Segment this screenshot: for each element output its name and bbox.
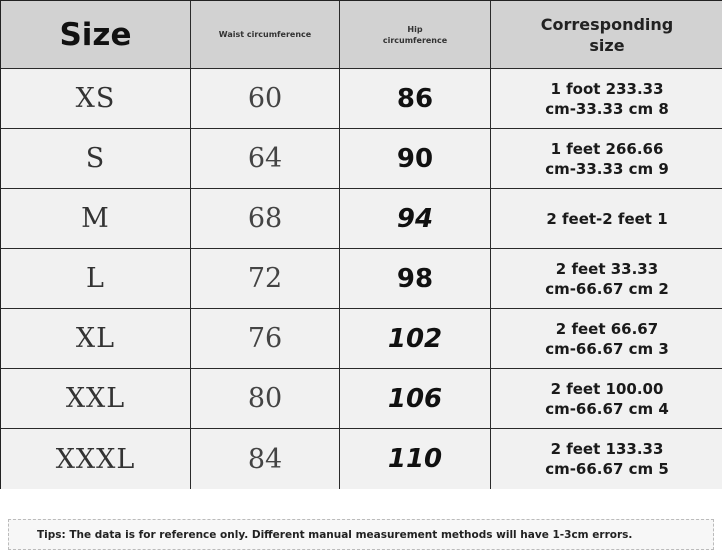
corresponding-value-line-1: 2 feet 33.33 [555,259,659,278]
header-waist-label: Waist circumference [218,30,312,39]
waist-value: 72 [247,263,283,294]
corresponding-value-line-2: cm-66.67 cm 2 [545,279,669,298]
header-hip [340,1,491,69]
corresponding-value-line-1: 2 feet 66.67 [555,319,659,338]
waist-value: 60 [247,83,283,114]
waist-cell [191,309,340,369]
hip-value: 98 [396,263,434,294]
waist-value: 64 [247,143,283,174]
hip-value: 110 [387,444,443,474]
size-value: XXL [65,383,126,414]
size-value: XS [75,83,116,114]
tips-text: Tips: The data is for reference only. Different manual measurement methods will have 1-3cm errors. [37,528,633,541]
corresponding-value-line-2: cm-33.33 cm 9 [545,159,669,178]
waist-cell [191,249,340,309]
size-value: S [85,143,106,174]
hip-cell [340,309,491,369]
corresponding-cell [491,429,722,489]
size-cell [1,429,191,489]
waist-cell [191,189,340,249]
header-corresponding-label-2: size [589,35,625,55]
waist-cell [191,69,340,129]
header-size [1,1,191,69]
size-cell [1,249,191,309]
corresponding-value-line-1: 2 feet 133.33 [550,440,664,458]
corresponding-cell [491,309,722,369]
waist-value: 68 [247,203,283,234]
header-corresponding-label-1: Corresponding [540,14,674,34]
corresponding-value-line-2: cm-66.67 cm 5 [545,460,669,478]
tips-note [8,519,714,550]
hip-value: 86 [396,83,434,114]
waist-cell [191,369,340,429]
corresponding-value-line-2: cm-66.67 cm 3 [545,339,669,358]
size-cell [1,129,191,189]
corresponding-cell [491,129,722,189]
waist-value: 84 [247,443,283,475]
size-cell [1,69,191,129]
header-waist [191,1,340,69]
hip-cell [340,69,491,129]
size-value: M [81,203,110,234]
hip-cell [340,189,491,249]
corresponding-value-line-1: 1 feet 266.66 [550,139,664,158]
hip-cell [340,369,491,429]
corresponding-value-line-2: cm-33.33 cm 8 [545,99,669,118]
hip-cell [340,129,491,189]
corresponding-value-line-1: 2 feet 100.00 [550,379,664,398]
hip-value: 94 [396,203,434,234]
size-cell [1,309,191,369]
header-corresponding [491,1,722,69]
corresponding-cell [491,369,722,429]
header-hip-label-2: circumference [382,35,448,45]
header-size-label: Size [59,16,132,53]
size-value: XL [75,323,116,354]
header-hip-label-1: Hip [407,24,423,34]
corresponding-value-line-1: 2 feet-2 feet 1 [546,209,668,228]
waist-value: 76 [247,323,283,354]
hip-cell [340,249,491,309]
corresponding-value-line-1: 1 foot 233.33 [550,79,664,98]
waist-cell [191,129,340,189]
size-cell [1,369,191,429]
corresponding-cell [491,69,722,129]
hip-value: 106 [387,383,443,414]
waist-cell [191,429,340,489]
hip-cell [340,429,491,489]
size-value: L [86,263,105,294]
hip-value: 90 [396,143,434,174]
corresponding-cell [491,189,722,249]
size-value: XXXL [55,443,136,475]
corresponding-cell [491,249,722,309]
waist-value: 80 [247,383,283,414]
corresponding-value-line-2: cm-66.67 cm 4 [545,399,669,418]
size-cell [1,189,191,249]
hip-value: 102 [387,323,443,354]
